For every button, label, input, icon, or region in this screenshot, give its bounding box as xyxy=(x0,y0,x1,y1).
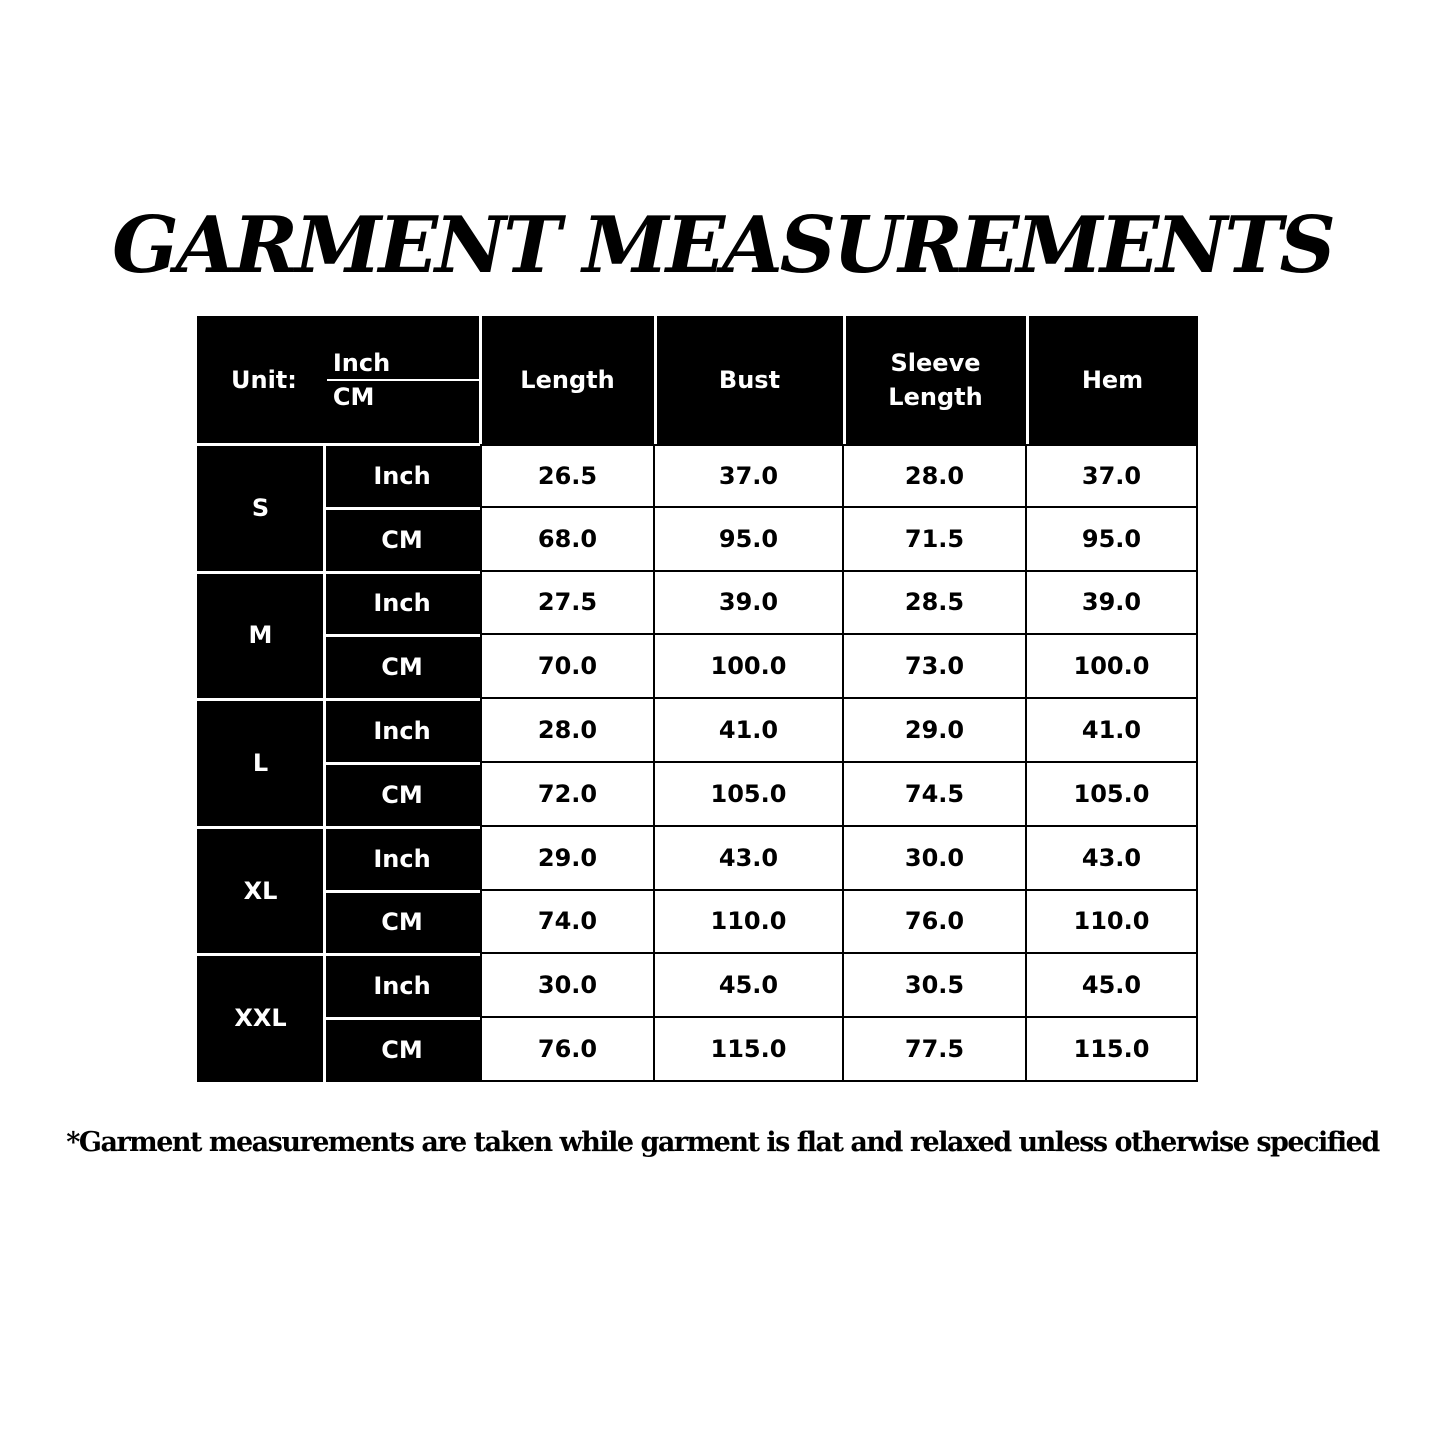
grid-separator xyxy=(324,890,480,893)
page-title: GARMENT MEASUREMENTS xyxy=(112,200,1333,291)
unit-fraction xyxy=(327,347,481,413)
column-header-label: Bust xyxy=(718,366,781,394)
grid-separator xyxy=(479,316,482,444)
measurement-cell: 115.0 xyxy=(655,1018,844,1082)
measurement-cell: 77.5 xyxy=(844,1018,1027,1082)
measurement-cell: 95.0 xyxy=(655,508,844,572)
measurement-cell: 110.0 xyxy=(1027,891,1198,955)
measurement-cell: 37.0 xyxy=(1027,444,1198,508)
measurement-cell: 71.5 xyxy=(844,508,1027,572)
grid-separator xyxy=(197,826,480,829)
measurement-cell: 73.0 xyxy=(844,635,1027,699)
measurement-cell: 72.0 xyxy=(480,763,655,827)
measurement-cell: 115.0 xyxy=(1027,1018,1198,1082)
measurement-cell: 30.0 xyxy=(844,827,1027,891)
grid-separator xyxy=(197,571,480,574)
measurement-cell: 30.0 xyxy=(480,954,655,1018)
measurement-cell: 28.5 xyxy=(844,572,1027,636)
measurement-cell: 43.0 xyxy=(655,827,844,891)
measurement-cell: 45.0 xyxy=(655,954,844,1018)
unit-row-label: CM xyxy=(324,1018,480,1082)
measurement-cell: 43.0 xyxy=(1027,827,1198,891)
unit-row-label: Inch xyxy=(324,827,480,891)
measurement-cell: 37.0 xyxy=(655,444,844,508)
size-label: XL xyxy=(197,827,324,955)
measurement-cell: 76.0 xyxy=(480,1018,655,1082)
size-label: S xyxy=(197,444,324,572)
unit-row-label: CM xyxy=(324,635,480,699)
unit-row-label: Inch xyxy=(324,699,480,763)
measurement-cell: 39.0 xyxy=(655,572,844,636)
measurement-cell: 28.0 xyxy=(480,699,655,763)
measurement-cell: 105.0 xyxy=(655,763,844,827)
measurement-cell: 41.0 xyxy=(1027,699,1198,763)
measurement-cell: 30.5 xyxy=(844,954,1027,1018)
measurement-cell: 95.0 xyxy=(1027,508,1198,572)
measurement-cell: 105.0 xyxy=(1027,763,1198,827)
unit-row-label: Inch xyxy=(324,444,480,508)
measurement-cell: 76.0 xyxy=(844,891,1027,955)
measurement-cell: 26.5 xyxy=(480,444,655,508)
unit-row-label: Inch xyxy=(324,954,480,1018)
unit-header-cell xyxy=(197,316,480,444)
column-header xyxy=(1027,316,1198,444)
unit-cm-label: CM xyxy=(332,383,375,411)
size-label: L xyxy=(197,699,324,827)
unit-row-label: CM xyxy=(324,508,480,572)
column-header xyxy=(480,316,655,444)
grid-separator xyxy=(324,1017,480,1020)
size-label: M xyxy=(197,572,324,700)
measurement-cell: 100.0 xyxy=(1027,635,1198,699)
column-header-label: Sleeve Length xyxy=(888,349,983,411)
measurement-cell: 45.0 xyxy=(1027,954,1198,1018)
grid-separator xyxy=(843,316,846,444)
unit-inch-label: Inch xyxy=(327,347,481,381)
column-header-label: Length xyxy=(520,366,615,394)
grid-separator xyxy=(654,316,657,444)
measurement-cell: 74.5 xyxy=(844,763,1027,827)
column-header xyxy=(655,316,844,444)
measurement-footnote: *Garment measurements are taken while garment is flat and relaxed unless otherwise specified xyxy=(66,1127,1379,1158)
unit-label: Unit: xyxy=(231,366,297,394)
column-header-label: Hem xyxy=(1081,366,1144,394)
measurement-cell: 100.0 xyxy=(655,635,844,699)
measurement-cell: 110.0 xyxy=(655,891,844,955)
size-label: XXL xyxy=(197,954,324,1082)
measurement-cell: 74.0 xyxy=(480,891,655,955)
unit-row-label: Inch xyxy=(324,572,480,636)
grid-separator xyxy=(324,762,480,765)
measurement-cell: 68.0 xyxy=(480,508,655,572)
measurement-cell: 70.0 xyxy=(480,635,655,699)
unit-row-label: CM xyxy=(324,763,480,827)
column-header xyxy=(844,316,1027,444)
measurement-cell: 29.0 xyxy=(844,699,1027,763)
grid-separator xyxy=(197,953,480,956)
size-chart-table xyxy=(197,316,1198,1082)
unit-row-label: CM xyxy=(324,891,480,955)
grid-separator xyxy=(1026,316,1029,444)
measurement-cell: 28.0 xyxy=(844,444,1027,508)
grid-separator xyxy=(324,634,480,637)
measurement-cell: 41.0 xyxy=(655,699,844,763)
measurement-cell: 27.5 xyxy=(480,572,655,636)
grid-separator xyxy=(324,507,480,510)
measurement-cell: 39.0 xyxy=(1027,572,1198,636)
measurement-cell: 29.0 xyxy=(480,827,655,891)
grid-separator xyxy=(197,698,480,701)
grid-separator xyxy=(197,443,480,446)
